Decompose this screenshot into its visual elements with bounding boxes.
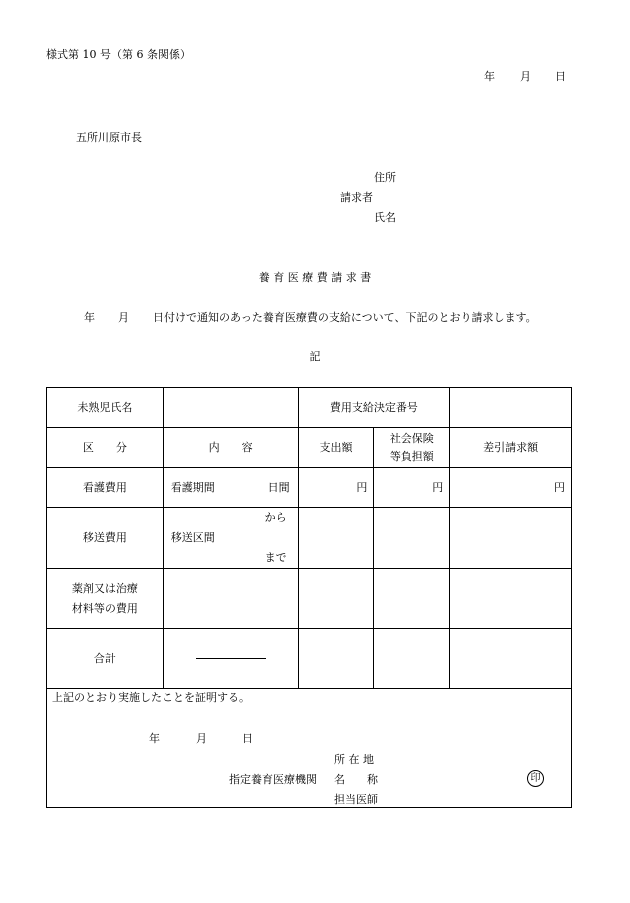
col-expense: 支出額 (298, 428, 374, 468)
cert-date-year: 年 (149, 732, 160, 745)
nursing-label: 看護費用 (47, 468, 164, 508)
total-content (163, 629, 298, 689)
total-expense[interactable] (298, 629, 374, 689)
transport-expense[interactable] (298, 508, 374, 569)
transport-section-label: 移送区間 (170, 531, 215, 544)
claimant-address-label: 住所 (374, 171, 396, 184)
date-year-label: 年 (484, 70, 495, 83)
medicine-label-line2: 材料等の費用 (71, 601, 138, 615)
certification-statement: 上記のとおり実施したことを証明する。 (52, 691, 250, 704)
intro-month: 月 (118, 311, 129, 324)
col-insurance (374, 428, 450, 468)
institution-location-label: 所 在 地 (334, 753, 374, 766)
intro-year: 年 (84, 311, 95, 324)
date-month-label: 月 (520, 70, 531, 83)
total-insurance[interactable] (374, 629, 450, 689)
claimant-role-label: 請求者 (340, 191, 373, 204)
nursing-period-label: 看護期間 (170, 480, 215, 494)
transport-from: から (264, 511, 287, 524)
child-name-value[interactable] (163, 388, 298, 428)
seal-mark: 印 (527, 770, 544, 787)
document-title: 養 育 医 療 費 請 求 書 (258, 271, 372, 284)
col-content: 内 容 (163, 428, 298, 468)
cert-date-day: 日 (242, 732, 253, 745)
decision-number-label: 費用支給決定番号 (298, 388, 450, 428)
nursing-claim-yen[interactable]: 円 (450, 468, 572, 508)
total-content-dash (196, 658, 266, 659)
nursing-expense-yen[interactable]: 円 (298, 468, 374, 508)
col-insurance-line1: 社会保険 (389, 431, 434, 445)
institution-name-label: 名 称 (334, 773, 378, 786)
total-claim[interactable] (450, 629, 572, 689)
ki-marker: 記 (309, 350, 321, 363)
date-day-label: 日 (555, 70, 566, 83)
doctor-label: 担当医師 (334, 793, 378, 806)
total-label: 合計 (47, 629, 164, 689)
addressee: 五所川原市長 (76, 131, 142, 144)
transport-label: 移送費用 (47, 508, 164, 569)
transport-insurance[interactable] (374, 508, 450, 569)
claimant-name-label: 氏名 (374, 211, 396, 224)
medicine-content[interactable] (163, 569, 298, 629)
nursing-content[interactable] (163, 468, 298, 508)
medicine-insurance[interactable] (374, 569, 450, 629)
medicine-label-line1: 薬剤又は治療 (71, 581, 138, 595)
institution-label: 指定養育医療機関 (229, 773, 317, 786)
col-category: 区 分 (47, 428, 164, 468)
transport-content[interactable] (163, 508, 298, 569)
transport-to: まで (264, 551, 287, 564)
decision-number-value[interactable] (450, 388, 572, 428)
form-number: 様式第 10 号（第 6 条関係） (46, 48, 191, 61)
certification-cell (47, 689, 572, 808)
col-claim: 差引請求額 (450, 428, 572, 468)
medicine-claim[interactable] (450, 569, 572, 629)
child-name-label: 未熟児氏名 (47, 388, 164, 428)
col-insurance-line2: 等負担額 (389, 449, 434, 463)
claim-table (46, 387, 572, 808)
intro-text: 日付けで通知のあった養育医療費の支給について、下記のとおり請求します。 (153, 311, 537, 324)
cert-date-month: 月 (196, 732, 207, 745)
nursing-insurance-yen[interactable]: 円 (374, 468, 450, 508)
nursing-days-label: 日間 (267, 480, 290, 494)
transport-claim[interactable] (450, 508, 572, 569)
medicine-label (47, 569, 164, 629)
medicine-expense[interactable] (298, 569, 374, 629)
